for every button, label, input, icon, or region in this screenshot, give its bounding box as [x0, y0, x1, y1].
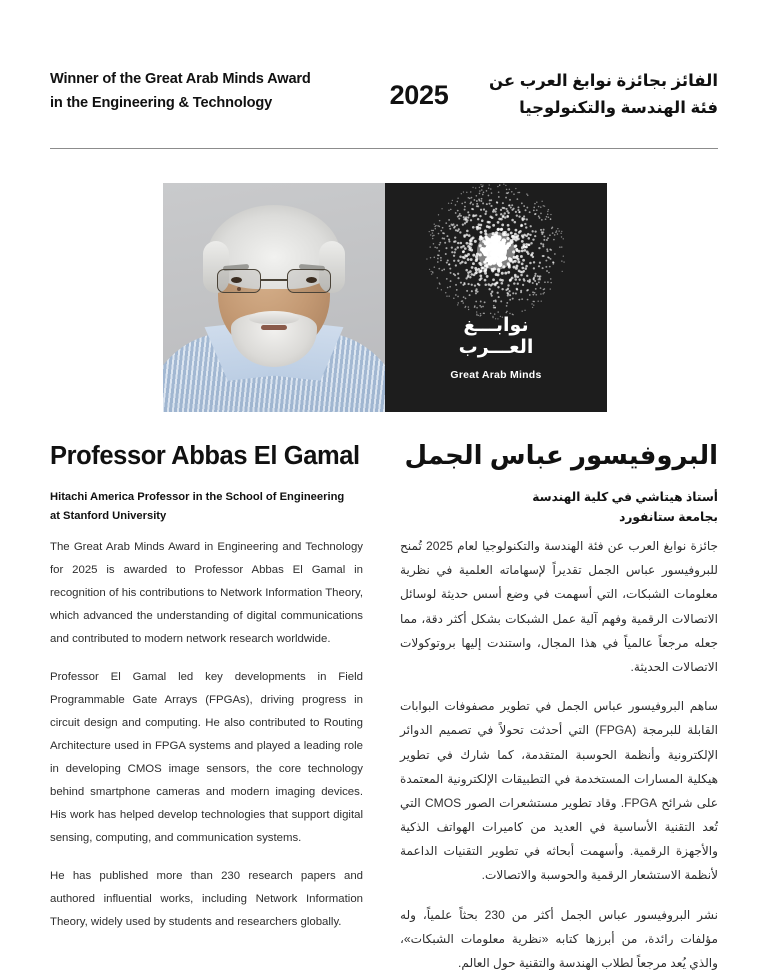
media-band — [163, 183, 607, 412]
laureate-title-english-line1: Hitachi America Professor in the School of Engineering — [50, 491, 345, 503]
glasses-bridge — [261, 279, 287, 281]
laureate-name-english: Professor Abbas El Gamal — [50, 442, 360, 470]
laureate-title-english-line2: at Stanford University — [50, 509, 167, 522]
great-arab-minds-logo — [385, 183, 607, 412]
logo-arabic-line1: نوابـــغ — [463, 315, 529, 336]
header-english-title — [50, 68, 370, 115]
arabic-paragraph-1: جائزة نوابغ العرب عن فئة الهندسة والتكنولوجيا لعام 2025 تُمنح للبروفيسور عباس الجمل تقديراً لإسهاماته العلمية في نظرية معلومات الشبكات، التي أسهمت في وضع أسس حديثة لوسائل الاتصالات الرقمية وفهم آلية عمل الشبكات بشكل أكثر دقة، مما جعله مرجعاً عالمياً في هذا المجال، واستندت إليها بروتوكولات الاتصالات الحديثة. — [400, 539, 718, 674]
portrait-mouth — [261, 325, 287, 330]
header-arabic-title — [468, 68, 718, 121]
page-header — [50, 68, 718, 130]
portrait-glasses — [217, 269, 331, 295]
glasses-lens-left — [217, 269, 261, 293]
header-english-line1: Winner of the Great Arab Minds Award — [50, 71, 311, 87]
glasses-lens-right — [287, 269, 331, 293]
portrait-mustache — [249, 311, 299, 324]
citation-body-arabic — [400, 534, 718, 975]
logo-english-wordmark: Great Arab Minds — [450, 369, 542, 381]
english-paragraph-1: The Great Arab Minds Award in Engineering and Technology for 2025 is awarded to Professor Abbas El Gamal in recognition of his contributions to Network Information Theory, which advanced the understanding of digital communications and contributed to modern network research worldwide. — [50, 541, 363, 646]
english-paragraph-2: Professor El Gamal led key developments in Field Programmable Gate Arrays (FPGAs), driving progress in circuit design and computing. He also contributed to Routing Architecture used in FPGA systems and played a leading role in developing CMOS image sensors, the core technology behind smartphone cameras and modern imaging devices. His work has helped develop technologies that support digital sensing, computing, and communication systems. — [50, 671, 363, 845]
header-english-line2: in the Engineering & Technology — [50, 94, 273, 111]
laureate-name-arabic: البروفيسور عباس الجمل — [404, 440, 718, 470]
logo-arabic-line2: العـــرب — [458, 337, 534, 359]
logo-arabic-wordmark — [385, 315, 607, 360]
award-year: 2025 — [389, 80, 449, 110]
header-arabic-line1: الفائز بجائزة نوابغ العرب عن — [489, 72, 718, 90]
laureate-title-arabic — [388, 488, 718, 528]
header-arabic-line2: فئة الهندسة والتكنولوجيا — [519, 98, 718, 117]
english-paragraph-3: He has published more than 230 research papers and authored influential works, including Network Information Theory, widely used by students and researchers globally. — [50, 870, 363, 929]
laureate-portrait-photo — [163, 183, 385, 412]
laureate-title-arabic-line1: أستاذ هيتاشي في كلية الهندسة — [532, 490, 718, 504]
header-divider — [50, 148, 718, 149]
arabic-paragraph-3: نشر البروفيسور عباس الجمل أكثر من 230 بحثاً علمياً، وله مؤلفات رائدة، من أبرزها كتابه «نظرية معلومات الشبكات»، والذي يُعد مرجعاً لطلاب الهندسة والتقنية حول العالم. — [400, 907, 718, 970]
particle-burst-icon — [422, 183, 570, 325]
laureate-title-arabic-line2: بجامعة ستانفورد — [619, 509, 718, 524]
citation-body-english — [50, 536, 363, 935]
laureate-title-english — [50, 488, 380, 526]
arabic-paragraph-2: ساهم البروفيسور عباس الجمل في تطوير مصفوفات البوابات القابلة للبرمجة (FPGA) التي أحدثت تحولاً في تصميم الدوائر الإلكترونية وأنظمة الحوسبة المتقدمة، كما شارك في تطوير هيكلية المسارات المستخدمة في التطبيقات الإلكترونية المعتمدة على شرائح FPGA. وقاد تطوير مستشعرات الصور CMOS التي تُعد التقنية الأساسية في العديد من كاميرات الهواتف الذكية والأجهزة الرقمية. وأسهمت أبحاثه في تطوير التقنيات الداعمة لأنظمة الاستشعار الرقمية والحوسبة والاتصالات. — [400, 699, 718, 883]
